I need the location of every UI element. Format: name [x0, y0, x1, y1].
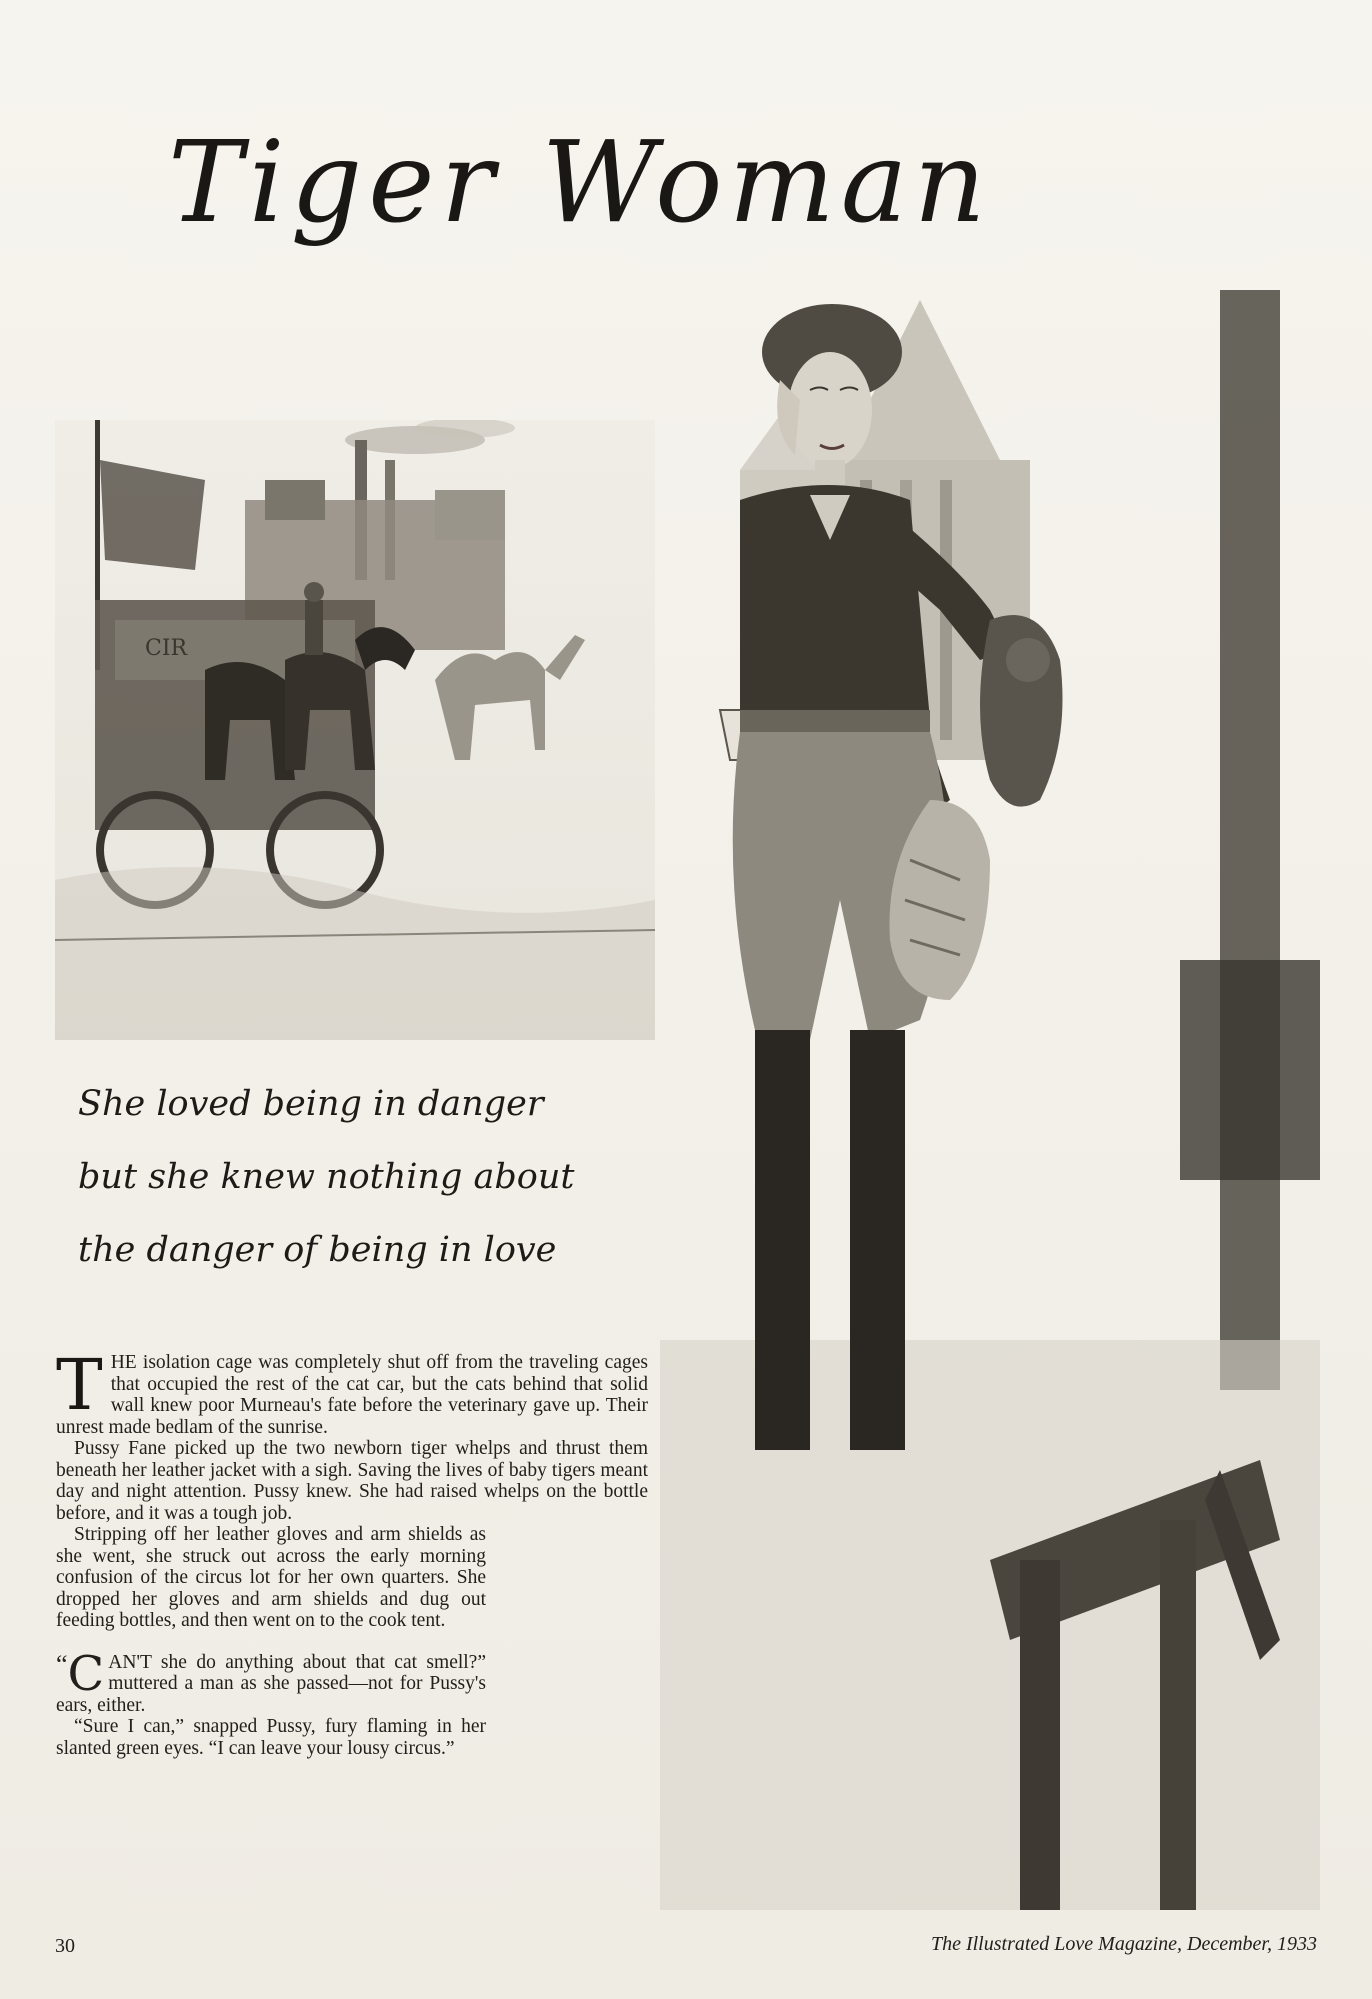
tagline-line: She loved being in danger	[78, 1084, 544, 1124]
story-tagline	[78, 1068, 678, 1287]
story-body	[56, 1344, 648, 1759]
circus-lot-illustration	[55, 420, 655, 1040]
drop-cap: T	[56, 1344, 103, 1426]
story-paragraph-3: Stripping off her leather gloves and arm shields as she went, she struck out across the early morning confusion of the circus lot for her own quarters. She dropped her gloves and arm shields and dug out feeding bottles, and then went on to the cook tent.	[56, 1524, 486, 1631]
story-paragraph-5: “Sure I can,” snapped Pussy, fury flaming in her slanted green eyes. “I can leave your lousy circus.”	[56, 1716, 486, 1759]
story-paragraph-1	[56, 1344, 648, 1438]
story-title: Tiger Woman	[168, 118, 992, 248]
drop-cap: C	[67, 1645, 105, 1702]
tiger-woman-illustration	[660, 240, 1320, 1910]
magazine-footer: The Illustrated Love Magazine, December, 1933	[930, 1933, 1317, 1955]
story-paragraph-2: Pussy Fane picked up the two newborn tiger whelps and thrust them beneath her leather jacket with a sigh. Saving the lives of baby tigers meant day and night attention. Pussy knew. She had raised whelps on the bottle before, and it was a tough job.	[56, 1438, 648, 1524]
page-number: 30	[55, 1935, 75, 1957]
tagline-line: but she knew nothing about	[78, 1157, 575, 1197]
paragraph-text: HE isolation cage was completely shut off from the traveling cages that occupied the rest of the cat car, but the cats behind that solid wall knew poor Murneau's fate before the veterinary gave up. Their unrest made bedlam of the sunrise.	[56, 1352, 648, 1438]
svg-text:CIR: CIR	[145, 636, 188, 661]
paragraph-text: AN'T she do anything about that cat smell?” muttered a man as she passed—not for Pussy's ears, either.	[56, 1651, 486, 1716]
story-paragraph-4	[56, 1645, 486, 1717]
tagline-line: the danger of being in love	[78, 1230, 557, 1270]
opening-quote: “	[56, 1649, 68, 1679]
